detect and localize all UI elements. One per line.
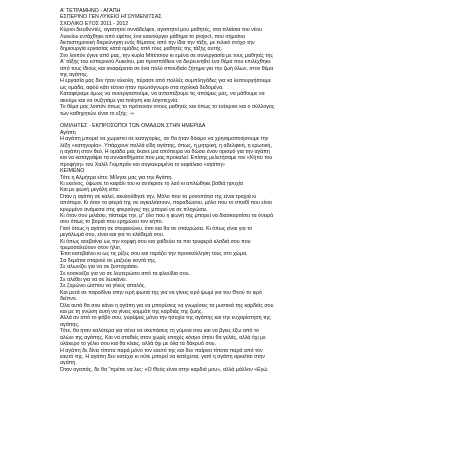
text-line: Αλλά αν από το φόβο σου, γυρέψεις μόνο την ησυχία της αγάπης και την ευχαρίστηση της — [60, 315, 271, 322]
school-name: ΕΣΠΕΡΙΝΟ ΓΕΝ ΛΥΚΕΙΟ ΗΓΟΥΜΕΝΙΤΣΑΣ — [60, 14, 162, 21]
text-line: Σε κοσκινίζει για να σε λευτερώσει από τα φλούδια σου. — [60, 270, 191, 277]
text-line: Α' τάξης του εσπερινού Λυκείου, μια προσπάθεια να διερευνηθεί ένα θέμα που επιλέχθηκε — [60, 59, 271, 66]
text-line: Κι εκείνος, ύψωσε το κεφάλι του κι αντίκρισε το λαό κι απλώθηκε βαθιά ησυχία — [60, 180, 243, 187]
text-line: κρυμμένο ανάμεσα στις φτερούγες της μπορεί να σε πληγώσει. — [60, 206, 208, 213]
text-line: Κι όπως ανεβαίνει ως την κορφή σου και χαϊδεύει τα πιο τρυφερά κλαδιά σου που — [60, 238, 251, 245]
text-line: λέξη «κατηγορία». Υπάρχουν πολλά είδη αγάπης, όπως, η μητρική, η αδελφική, η ερωτική, — [60, 142, 272, 149]
text-line: Γιατί όπως η αγάπη σε στεφανώνει, έτσι και θα σε σταυρώσει. Κι όπως είναι για το — [60, 225, 253, 232]
text-line: Σε αλωνίζει για να σε ξεσταχιάσει. — [60, 264, 140, 271]
text-line: και με τη γνώση αυτή να γίνεις κομμάτι της καρδιάς της ζωής. — [60, 309, 204, 316]
text-line: Κι όταν σου μιλάσει, πίστεψε την, μ'' όλο που η φωνή της μπορεί να διασκορπίσει τα όνειρά — [60, 212, 274, 219]
text-line: Σε αλέθει για να σε λευκάνει. — [60, 277, 127, 284]
text-line: από τους ίδιους και αναφέρεται σε ένα πολύ σπουδαίο ζήτημα για την ζωή όλων, στον θέμα — [60, 65, 274, 72]
term-title: Α' ΤΕΤΡΑΜΗΝΟ - ΑΓΑΠΗ — [60, 8, 121, 14]
text-line: Και με φωνή μεγάλη είπε: — [60, 187, 120, 194]
document-header — [60, 8, 393, 27]
text-line: εαυτό της. Η αγάπη δεν κατέχει κι ούτε μπορεί να κατέχεται, γιατί η αγάπη αρκείται στην — [60, 353, 265, 360]
text-line: Στο λοιπόν έγινε από μας, την κυρία Μπέτσιου κι εμένα σε συνεργασία με τους μαθητές της — [60, 52, 273, 59]
body-text — [60, 130, 393, 373]
text-line: προφήτη» του Χαλίλ Γκιμπράν και συγκεκριμένα το κεφάλαιο «αγάπη» — [60, 161, 225, 168]
text-line: ΚΕΙΜΕΝΟ — [60, 168, 85, 175]
text-line: Καταφέραμε όμως να συνεργαστούμε, να ανταπέξουμε τις απόψεις μας, να μάθουμε να — [60, 91, 265, 98]
text-line: μεγάλωμά σου, είναι και για το κλάδεμά σου. — [60, 232, 165, 239]
text-line: Τότε, θα ήταν καλύτερα για σένα να σκεπάσεις τη γύμνια σου και να βγεις έξω από το — [60, 328, 259, 335]
text-line: ακούμε και να συζητάμε για ποίηση και λογοτεχνία. — [60, 97, 179, 104]
intro-paragraph — [60, 27, 393, 117]
school-year: ΣΧΟΛΙΚΟ ΕΤΟΣ 2011 - 2012 — [60, 20, 129, 27]
text-line: Όταν αγαπάς, δε θα "πρέπε να λες: «Ο Θεός είναι στην καρδιά μου», αλλά μάλλον «Εγώ — [60, 366, 268, 373]
text-line: αγάπης, — [60, 321, 80, 328]
text-line: Αγάπη — [60, 129, 76, 136]
text-line: της αγάπης. — [60, 72, 89, 79]
text-line: Και μετά σε παραδίνει στην ιερή φωτιά της για να γίνεις ιερό ψωμί για του Θεού το ιερό — [60, 289, 263, 296]
text-line: σου όπως το βοριά που ερημώνει τον κήπο. — [60, 219, 164, 226]
text-line: Η αγάπη μπορεί να χωριστεί σε κατηγορίες, αν θα ήταν δόκιμο να χρησιμοποιήσουμε την — [60, 136, 269, 143]
text-line: απότομα. Κι όταν τα φτερά της σε αγκαλιάσουν, παραδώσου, μόλο που το σπαθί που είναι — [60, 200, 272, 207]
text-line: και να καταγράψει τα συναισθήματα που μας προκαλεί. Επίσης μελετήσαμε τον «Κήπο του — [60, 155, 273, 162]
text-line: Σα δεμάτια σταριού σε μαζεύει κοντά της. — [60, 257, 157, 264]
text-line: η αγάπη στον θεό. Η ομάδα μας έκανε μια απόπειρα να δώσει έναν ορισμό για την αγάπη — [60, 148, 270, 155]
text-line: Όλα αυτά θα σου κάνει η αγάπη για να μπορέσεις να γνωρίσεις τα μυστικά της καρδιάς σου — [60, 302, 274, 309]
text-line: Η αγάπη δε δίνει τίποτα παρά μόνο τον εαυτό της και δεν παίρνει τίποτα παρά από τον — [60, 347, 263, 354]
text-line: Το θέμα μας λοιπόν όπως το πρότειναν στους μαθητές και όπως το ενέκρινε και ο σύλλογος — [60, 104, 275, 111]
text-line: διεπιστημονική διερεύνηση ενός θέματος από την ίδια την τάξη, με τελικό στόχο την — [60, 40, 255, 47]
text-line: Κύριοι διευθυντές, αγαπητοί συνάδελφοι, αγαπητοί μου μαθητές, στα πλαίσια του νέου — [60, 27, 263, 34]
text-line: τρεμοσαλεύουν στον ήλιο, — [60, 245, 122, 252]
text-line: Τότε η Αλμήτρα είπε: Μίλησε μας για την Αγάπη. — [60, 174, 173, 181]
text-line: ολάκερο το γέλιο σου και θα κλαις, αλλά όχι με όλα τα δάκρυά σου. — [60, 341, 217, 348]
text-line: Λυκείου εντάχθηκε από εφέτος ένα καινούργιο μάθημα το project, που σημαίνει — [60, 33, 246, 40]
text-line: ως ομάδα, αφού κάτι τέτοιο ήταν πρωτόγνωρο στα σχολικά δεδομένα. — [60, 84, 224, 91]
text-line: δείπνο. — [60, 296, 78, 303]
text-line: Έτσι κατεβαίνει κι ως τις ρίζες σου και ταράζει την προσκόλληση τους στο χώμα. — [60, 251, 248, 258]
text-line: αλώνι της αγάπης, Και να σταθείς στον χωρίς εποχές κόσμο όπου θα γελάς, αλλά όχι με — [60, 334, 266, 341]
text-line: Όταν η αγάπη σε καλεί, ακολούθησέ την, Μόλο που τα μονοπάτια της είναι τραχιά κι — [60, 193, 257, 200]
text-line: των καθηγητών είναι το εξής: -» — [60, 110, 134, 117]
text-line: Σε ζυμώνει ώσπου να γίνεις απαλός. — [60, 283, 146, 290]
text-line: αγάπη. — [60, 360, 77, 367]
text-line: Η εργασία μας δεν ήταν εύκολη, πέρασε από πολλές συμπληγάδες για να λειτουργήσουμε — [60, 78, 271, 85]
section-heading: ΟΜΙΛΗΤΕΣ - ΕΚΠΡΟΣΩΠΟΙ ΤΩΝ ΟΜΑΔΩΝ ΣΤΗΝ ΗΜΕΡΙΔΑ — [60, 123, 206, 130]
text-line: δημιουργία εργασίας κατά ομάδες από τους μαθητές της τάξης αυτής. — [60, 46, 223, 53]
